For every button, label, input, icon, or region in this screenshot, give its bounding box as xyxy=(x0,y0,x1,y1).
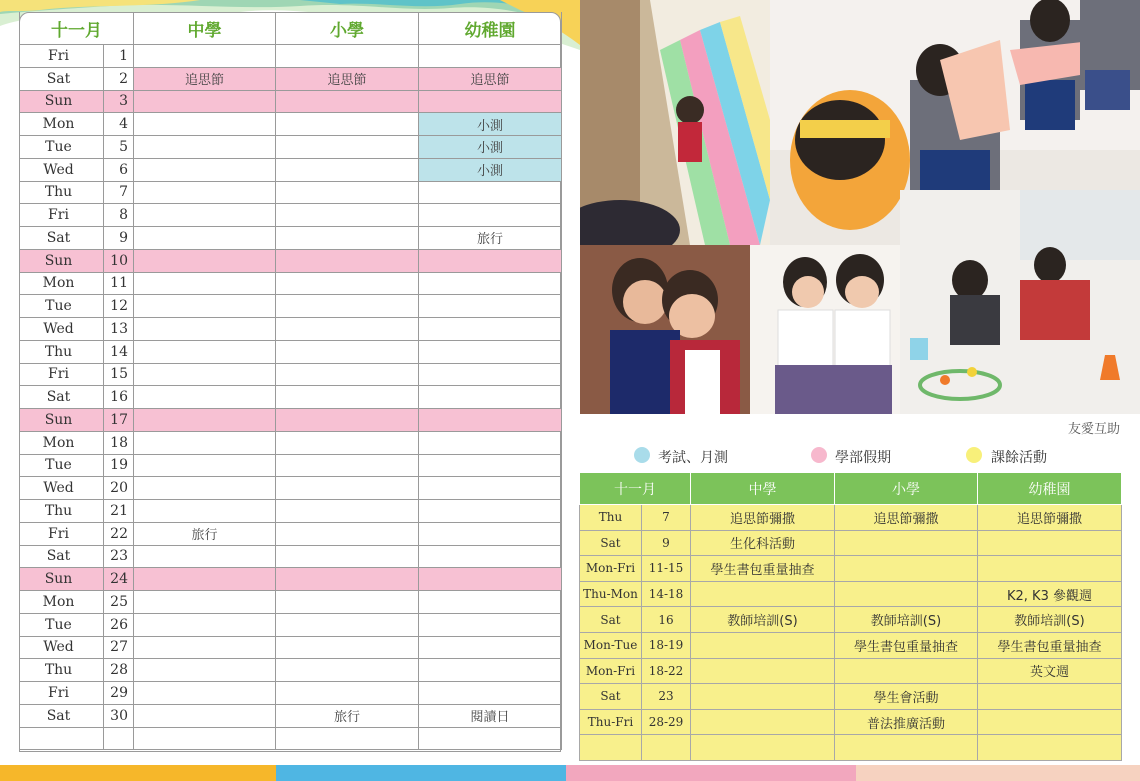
calendar-kindergarten-cell xyxy=(419,636,562,659)
activity-secondary-cell: 生化科活動 xyxy=(691,530,835,556)
calendar-secondary-cell xyxy=(134,363,276,386)
activity-kindergarten-cell: 學生書包重量抽查 xyxy=(978,632,1122,658)
activity-kindergarten-cell: 教師培訓(S) xyxy=(978,607,1122,633)
activity-primary-cell: 學生會活動 xyxy=(835,684,978,710)
calendar-primary-cell xyxy=(276,591,419,614)
activity-kindergarten-cell xyxy=(978,684,1122,710)
calendar-day-number: 5 xyxy=(104,136,134,159)
activity-day: Thu-Fri xyxy=(580,709,642,735)
calendar-secondary-cell xyxy=(134,454,276,477)
activities-panel xyxy=(579,472,1121,752)
calendar-row xyxy=(20,318,562,341)
calendar-day-number: 28 xyxy=(104,659,134,682)
activities-row xyxy=(580,632,1122,658)
calendar-day-name: Wed xyxy=(20,477,104,500)
activity-kindergarten-cell xyxy=(978,556,1122,582)
calendar-day-number: 12 xyxy=(104,295,134,318)
activity-date xyxy=(642,735,691,761)
calendar-primary-cell xyxy=(276,45,419,68)
calendar-row xyxy=(20,340,562,363)
calendar-secondary-cell xyxy=(134,45,276,68)
activity-date: 11-15 xyxy=(642,556,691,582)
activity-day: Thu-Mon xyxy=(580,581,642,607)
calendar-secondary-cell xyxy=(134,545,276,568)
calendar-day-name: Tue xyxy=(20,295,104,318)
calendar-row xyxy=(20,431,562,454)
calendar-day-number: 9 xyxy=(104,227,134,250)
calendar-row xyxy=(20,704,562,727)
activity-day: Mon-Tue xyxy=(580,632,642,658)
activity-secondary-cell xyxy=(691,709,835,735)
calendar-secondary-cell xyxy=(134,613,276,636)
activity-kindergarten-cell xyxy=(978,735,1122,761)
calendar-day-number: 22 xyxy=(104,522,134,545)
activities-header-row xyxy=(580,473,1122,505)
calendar-kindergarten-cell xyxy=(419,204,562,227)
calendar-kindergarten-cell xyxy=(419,477,562,500)
activity-legend-dot xyxy=(966,447,982,463)
calendar-day-name: Sat xyxy=(20,704,104,727)
calendar-primary-cell xyxy=(276,477,419,500)
activity-date: 7 xyxy=(642,505,691,531)
calendar-primary-cell xyxy=(276,454,419,477)
calendar-row xyxy=(20,568,562,591)
calendar-kindergarten-cell xyxy=(419,591,562,614)
calendar-kindergarten-cell xyxy=(419,295,562,318)
calendar-kindergarten-cell: 閱讀日 xyxy=(419,704,562,727)
activity-day xyxy=(580,735,642,761)
calendar-primary-cell xyxy=(276,500,419,523)
activity-kindergarten-cell: K2, K3 參觀週 xyxy=(978,581,1122,607)
calendar-day-name: Sun xyxy=(20,90,104,113)
calendar-header-row xyxy=(20,12,562,45)
activity-primary-cell xyxy=(835,530,978,556)
calendar-kindergarten-cell xyxy=(419,682,562,705)
calendar-primary-cell xyxy=(276,636,419,659)
calendar-primary-cell xyxy=(276,136,419,159)
calendar-row xyxy=(20,659,562,682)
calendar-kindergarten-cell xyxy=(419,363,562,386)
calendar-day-number: 19 xyxy=(104,454,134,477)
calendar-row xyxy=(20,477,562,500)
calendar-kindergarten-cell xyxy=(419,386,562,409)
calendar-day-name xyxy=(20,727,104,750)
calendar-kindergarten-cell xyxy=(419,249,562,272)
calendar-primary-cell xyxy=(276,613,419,636)
calendar-primary-cell xyxy=(276,181,419,204)
activity-day: Mon-Fri xyxy=(580,556,642,582)
calendar-day-number: 25 xyxy=(104,591,134,614)
calendar-secondary-cell xyxy=(134,318,276,341)
calendar-day-number: 6 xyxy=(104,158,134,181)
activity-secondary-cell xyxy=(691,632,835,658)
holiday-legend-dot xyxy=(811,447,827,463)
calendar-secondary-cell xyxy=(134,249,276,272)
calendar-day-number xyxy=(104,727,134,750)
calendar-primary-cell xyxy=(276,318,419,341)
calendar-primary-cell: 旅行 xyxy=(276,704,419,727)
activities-header-month: 十一月 xyxy=(580,473,691,505)
calendar-row xyxy=(20,363,562,386)
footer-bar-blue xyxy=(276,765,566,781)
activities-row xyxy=(580,607,1122,633)
activity-secondary-cell xyxy=(691,658,835,684)
calendar-kindergarten-cell xyxy=(419,727,562,750)
activity-kindergarten-cell xyxy=(978,709,1122,735)
calendar-row xyxy=(20,500,562,523)
calendar-secondary-cell xyxy=(134,477,276,500)
activity-date: 9 xyxy=(642,530,691,556)
activity-date: 16 xyxy=(642,607,691,633)
calendar-day-name: Tue xyxy=(20,613,104,636)
calendar-secondary-cell xyxy=(134,272,276,295)
calendar-day-number: 16 xyxy=(104,386,134,409)
calendar-primary-cell xyxy=(276,158,419,181)
calendar-row xyxy=(20,113,562,136)
calendar-row xyxy=(20,386,562,409)
activity-kindergarten-cell: 追思節彌撒 xyxy=(978,505,1122,531)
calendar-kindergarten-cell xyxy=(419,522,562,545)
calendar-secondary-cell xyxy=(134,591,276,614)
calendar-primary-cell xyxy=(276,249,419,272)
activity-primary-cell: 追思節彌撒 xyxy=(835,505,978,531)
calendar-day-number: 4 xyxy=(104,113,134,136)
calendar-kindergarten-cell xyxy=(419,318,562,341)
calendar-kindergarten-cell xyxy=(419,568,562,591)
activity-secondary-cell xyxy=(691,735,835,761)
calendar-day-name: Mon xyxy=(20,272,104,295)
calendar-secondary-cell xyxy=(134,568,276,591)
calendar-day-number: 27 xyxy=(104,636,134,659)
calendar-row xyxy=(20,454,562,477)
calendar-secondary-cell: 旅行 xyxy=(134,522,276,545)
calendar-secondary-cell xyxy=(134,431,276,454)
activity-secondary-cell xyxy=(691,581,835,607)
calendar-day-name: Thu xyxy=(20,340,104,363)
calendar-day-name: Mon xyxy=(20,591,104,614)
calendar-primary-cell xyxy=(276,727,419,750)
calendar-day-number: 10 xyxy=(104,249,134,272)
calendar-kindergarten-cell: 小測 xyxy=(419,113,562,136)
calendar-day-name: Wed xyxy=(20,318,104,341)
calendar-primary-cell xyxy=(276,386,419,409)
calendar-kindergarten-cell: 追思節 xyxy=(419,67,562,90)
calendar-kindergarten-cell xyxy=(419,45,562,68)
calendar-secondary-cell xyxy=(134,136,276,159)
calendar-day-number: 14 xyxy=(104,340,134,363)
calendar-kindergarten-cell xyxy=(419,545,562,568)
activity-date: 18-22 xyxy=(642,658,691,684)
calendar-day-name: Fri xyxy=(20,204,104,227)
calendar-primary-cell xyxy=(276,227,419,250)
activity-primary-cell: 學生書包重量抽查 xyxy=(835,632,978,658)
calendar-row xyxy=(20,227,562,250)
activity-secondary-cell xyxy=(691,684,835,710)
calendar-day-number: 24 xyxy=(104,568,134,591)
photo-collage xyxy=(580,0,1140,414)
calendar-row xyxy=(20,522,562,545)
calendar-day-number: 21 xyxy=(104,500,134,523)
activity-date: 23 xyxy=(642,684,691,710)
calendar-day-name: Fri xyxy=(20,682,104,705)
calendar-header-primary: 小學 xyxy=(276,12,419,45)
calendar-primary-cell xyxy=(276,545,419,568)
calendar-secondary-cell xyxy=(134,727,276,750)
calendar-kindergarten-cell xyxy=(419,272,562,295)
calendar-day-number: 26 xyxy=(104,613,134,636)
calendar-day-name: Sat xyxy=(20,545,104,568)
activities-table xyxy=(579,472,1122,761)
calendar-secondary-cell xyxy=(134,204,276,227)
calendar-row xyxy=(20,181,562,204)
calendar-header-secondary: 中學 xyxy=(134,12,276,45)
calendar-kindergarten-cell xyxy=(419,409,562,432)
activity-secondary-cell: 學生書包重量抽查 xyxy=(691,556,835,582)
calendar-secondary-cell xyxy=(134,500,276,523)
november-calendar xyxy=(19,12,561,752)
calendar-day-name: Thu xyxy=(20,181,104,204)
calendar-day-number: 3 xyxy=(104,90,134,113)
calendar-row xyxy=(20,204,562,227)
calendar-day-number: 20 xyxy=(104,477,134,500)
calendar-header-kindergarten: 幼稚園 xyxy=(419,12,562,45)
activities-row xyxy=(580,556,1122,582)
calendar-day-name: Fri xyxy=(20,45,104,68)
calendar-secondary-cell xyxy=(134,90,276,113)
calendar-day-number: 7 xyxy=(104,181,134,204)
footer-bar-orange xyxy=(0,765,276,781)
calendar-day-name: Sun xyxy=(20,249,104,272)
calendar-kindergarten-cell: 小測 xyxy=(419,136,562,159)
calendar-secondary-cell xyxy=(134,113,276,136)
activities-header-kindergarten: 幼稚園 xyxy=(978,473,1122,505)
calendar-day-name: Mon xyxy=(20,113,104,136)
calendar-kindergarten-cell xyxy=(419,613,562,636)
calendar-day-number: 13 xyxy=(104,318,134,341)
activity-kindergarten-cell: 英文週 xyxy=(978,658,1122,684)
calendar-primary-cell xyxy=(276,568,419,591)
activity-legend-label: 課餘活動 xyxy=(991,450,1047,466)
calendar-primary-cell xyxy=(276,340,419,363)
calendar-day-number: 8 xyxy=(104,204,134,227)
calendar-row xyxy=(20,727,562,750)
calendar-day-number: 1 xyxy=(104,45,134,68)
calendar-secondary-cell xyxy=(134,636,276,659)
activity-primary-cell: 普法推廣活動 xyxy=(835,709,978,735)
activity-day: Sat xyxy=(580,607,642,633)
calendar-row xyxy=(20,545,562,568)
activity-kindergarten-cell xyxy=(978,530,1122,556)
activities-header-secondary: 中學 xyxy=(691,473,835,505)
calendar-row xyxy=(20,249,562,272)
calendar-primary-cell xyxy=(276,522,419,545)
activities-row xyxy=(580,581,1122,607)
activity-primary-cell xyxy=(835,735,978,761)
calendar-row xyxy=(20,636,562,659)
calendar-day-number: 2 xyxy=(104,67,134,90)
calendar-day-number: 17 xyxy=(104,409,134,432)
calendar-primary-cell xyxy=(276,363,419,386)
calendar-day-name: Sun xyxy=(20,568,104,591)
calendar-header-month: 十一月 xyxy=(20,12,134,45)
footer-bar-peach xyxy=(856,765,1140,781)
calendar-day-name: Mon xyxy=(20,431,104,454)
activity-day: Sat xyxy=(580,530,642,556)
calendar-day-name: Sat xyxy=(20,386,104,409)
activity-day: Sat xyxy=(580,684,642,710)
activity-date: 28-29 xyxy=(642,709,691,735)
calendar-day-name: Fri xyxy=(20,363,104,386)
calendar-row xyxy=(20,613,562,636)
activity-primary-cell: 教師培訓(S) xyxy=(835,607,978,633)
calendar-day-name: Sat xyxy=(20,227,104,250)
calendar-day-name: Wed xyxy=(20,636,104,659)
exam-legend-label: 考試、月測 xyxy=(658,450,728,466)
calendar-row xyxy=(20,67,562,90)
calendar-day-number: 18 xyxy=(104,431,134,454)
activity-secondary-cell: 追思節彌撒 xyxy=(691,505,835,531)
calendar-secondary-cell xyxy=(134,340,276,363)
calendar-kindergarten-cell xyxy=(419,454,562,477)
photo-collage-illustration xyxy=(580,0,1140,414)
calendar-secondary-cell xyxy=(134,295,276,318)
calendar-row xyxy=(20,136,562,159)
activities-row xyxy=(580,530,1122,556)
calendar-primary-cell: 追思節 xyxy=(276,67,419,90)
calendar-primary-cell xyxy=(276,682,419,705)
calendar-row xyxy=(20,90,562,113)
calendar-table xyxy=(19,12,562,750)
calendar-kindergarten-cell xyxy=(419,500,562,523)
calendar-kindergarten-cell xyxy=(419,90,562,113)
activities-header-primary: 小學 xyxy=(835,473,978,505)
calendar-secondary-cell xyxy=(134,227,276,250)
calendar-primary-cell xyxy=(276,295,419,318)
calendar-kindergarten-cell: 旅行 xyxy=(419,227,562,250)
calendar-secondary-cell xyxy=(134,409,276,432)
calendar-day-number: 30 xyxy=(104,704,134,727)
calendar-primary-cell xyxy=(276,659,419,682)
activity-date: 18-19 xyxy=(642,632,691,658)
activity-date: 14-18 xyxy=(642,581,691,607)
calendar-row xyxy=(20,45,562,68)
activity-primary-cell xyxy=(835,581,978,607)
calendar-kindergarten-cell xyxy=(419,340,562,363)
activity-day: Mon-Fri xyxy=(580,658,642,684)
calendar-kindergarten-cell xyxy=(419,181,562,204)
footer-bar-pink xyxy=(566,765,856,781)
calendar-day-number: 23 xyxy=(104,545,134,568)
calendar-day-name: Thu xyxy=(20,500,104,523)
calendar-primary-cell xyxy=(276,431,419,454)
calendar-secondary-cell xyxy=(134,158,276,181)
calendar-day-name: Thu xyxy=(20,659,104,682)
activity-secondary-cell: 教師培訓(S) xyxy=(691,607,835,633)
calendar-row xyxy=(20,591,562,614)
activity-primary-cell xyxy=(835,556,978,582)
activity-primary-cell xyxy=(835,658,978,684)
calendar-kindergarten-cell xyxy=(419,431,562,454)
calendar-day-name: Tue xyxy=(20,454,104,477)
calendar-primary-cell xyxy=(276,90,419,113)
calendar-secondary-cell xyxy=(134,181,276,204)
calendar-secondary-cell xyxy=(134,386,276,409)
activities-row xyxy=(580,658,1122,684)
calendar-secondary-cell: 追思節 xyxy=(134,67,276,90)
calendar-primary-cell xyxy=(276,113,419,136)
calendar-secondary-cell xyxy=(134,659,276,682)
calendar-day-name: Sun xyxy=(20,409,104,432)
activities-row xyxy=(580,684,1122,710)
calendar-primary-cell xyxy=(276,272,419,295)
calendar-day-number: 29 xyxy=(104,682,134,705)
exam-legend-dot xyxy=(634,447,650,463)
calendar-primary-cell xyxy=(276,204,419,227)
calendar-row xyxy=(20,409,562,432)
calendar-secondary-cell xyxy=(134,682,276,705)
calendar-day-name: Tue xyxy=(20,136,104,159)
activity-day: Thu xyxy=(580,505,642,531)
calendar-secondary-cell xyxy=(134,704,276,727)
calendar-day-name: Wed xyxy=(20,158,104,181)
holiday-legend-label: 學部假期 xyxy=(835,450,891,466)
activities-row xyxy=(580,735,1122,761)
calendar-row xyxy=(20,272,562,295)
calendar-day-name: Sat xyxy=(20,67,104,90)
calendar-row xyxy=(20,295,562,318)
calendar-kindergarten-cell xyxy=(419,659,562,682)
calendar-row xyxy=(20,682,562,705)
activities-row xyxy=(580,709,1122,735)
activities-row xyxy=(580,505,1122,531)
photo-caption: 友愛互助 xyxy=(1067,422,1120,437)
calendar-day-number: 11 xyxy=(104,272,134,295)
calendar-row xyxy=(20,158,562,181)
calendar-kindergarten-cell: 小測 xyxy=(419,158,562,181)
calendar-primary-cell xyxy=(276,409,419,432)
calendar-day-number: 15 xyxy=(104,363,134,386)
calendar-day-name: Fri xyxy=(20,522,104,545)
